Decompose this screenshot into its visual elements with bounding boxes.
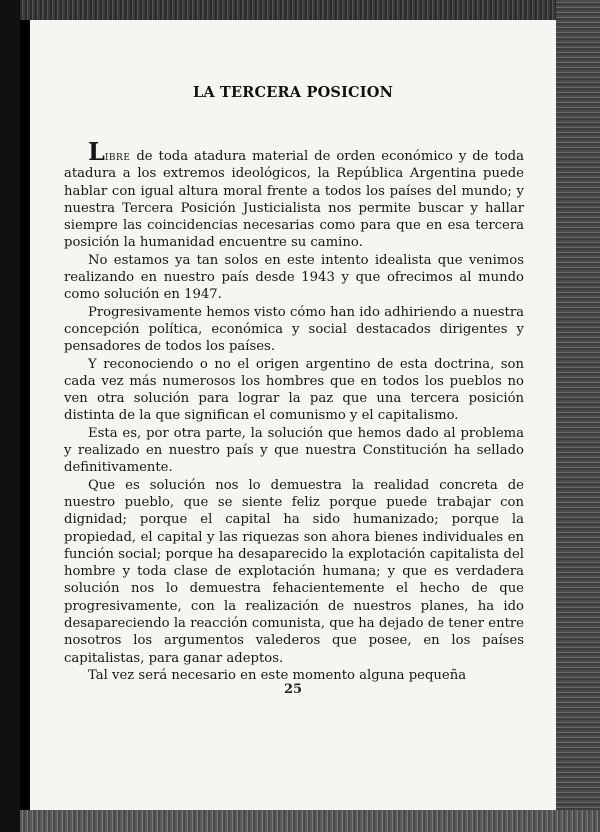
drop-cap: L (88, 137, 105, 166)
book-page (20, 20, 556, 810)
paragraph: Y reconociendo o no el origen argentino de esta doctrina, son cada vez más numerosos los hombres que en todos los pueblos no ven otra solución para lograr la paz que una tercera posición distinta de la que significan el comunismo y el capitalismo. (64, 356, 524, 424)
paragraph: Que es solución nos lo demuestra la realidad concreta de nuestro pueblo, que se siente feliz porque puede trabajar con dignidad; porque el capital ha sido humanizado; porque la propiedad, el capital y las riquezas son ahora bienes individuales en función social; porque ha desaparecido la explotación capitalista del hombre y toda clase de explotación humana; y que es verdadera solución nos lo demuestra fehacientemente el hecho de que progresivamente, con la realización de nuestros planes, ha ido desapareciendo la reacción comunista, que ha dejado de tener entre nosotros los argumentos valederos que posee, en los países capitalistas, para ganar adeptos. (64, 477, 524, 666)
page-body (64, 137, 524, 684)
paragraph: Esta es, por otra parte, la solución que hemos dado al problema y realizado en nuestro país y que nuestra Constitución ha sellado definitivamente. (64, 425, 524, 476)
paragraph: No estamos ya tan solos en este intento idealista que venimos realizando en nuestro país desde 1943 y que ofrecimos al mundo como solución en 1947. (64, 252, 524, 303)
scan-border-bottom (0, 810, 600, 832)
scan-border-right (556, 0, 600, 832)
lead-word: ibre (104, 149, 131, 164)
paragraph: Progresivamente hemos visto cómo han ido adhiriendo a nuestra concepción política, económica y social destacados dirigentes y pensadores de todos los países. (64, 304, 524, 355)
scan-border-left (0, 0, 20, 832)
scan-border-top (0, 0, 600, 22)
paragraph-text: de toda atadura material de orden económico y de toda atadura a los extremos ideológicos, la República Argentina puede hablar con igual altura moral frente a todos los países del mundo; y nuestra Tercera Posición Justicialista nos permite buscar y hallar siempre las coincidencias necesarias como para que en esa tercera posición la humanidad encuentre su camino. (64, 149, 524, 251)
page-number: 25 (283, 682, 303, 697)
chapter-title: LA TERCERA POSICION (192, 84, 394, 101)
paragraph: Tal vez será necesario en este momento alguna pequeña (88, 667, 467, 683)
paragraph (64, 137, 524, 252)
